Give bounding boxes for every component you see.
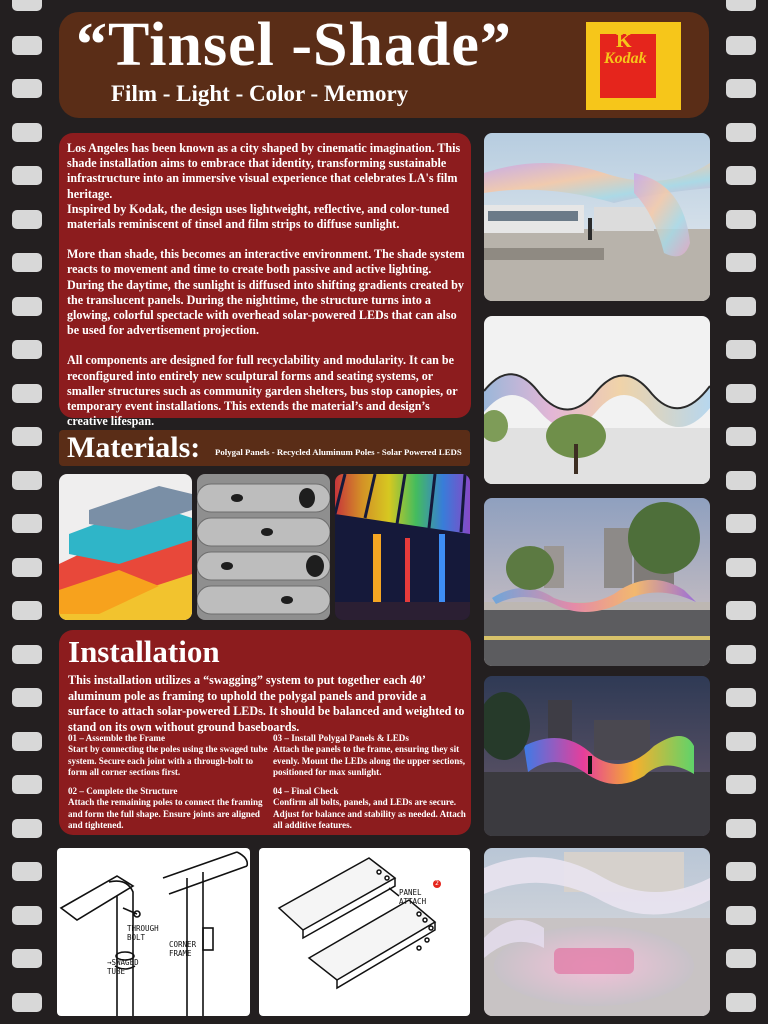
label-corner-frame: CORNER FRAME (169, 940, 197, 958)
sprocket-hole (12, 253, 42, 272)
sprocket-hole (12, 819, 42, 838)
sprocket-hole (726, 732, 756, 751)
step-heading: 02 – Complete the Structure (68, 786, 178, 796)
sketch-panel-attach (259, 848, 470, 1016)
sprocket-hole (12, 123, 42, 142)
sprocket-hole (726, 210, 756, 229)
sprocket-hole (726, 862, 756, 881)
sprocket-hole (12, 0, 42, 11)
render-street-dusk (484, 498, 710, 666)
sprocket-hole (726, 297, 756, 316)
sprocket-hole (726, 253, 756, 272)
sprocket-hole (12, 775, 42, 794)
sprocket-hole (726, 688, 756, 707)
sprocket-hole (12, 210, 42, 229)
sprocket-hole (726, 0, 756, 11)
installation-title: Installation (68, 634, 220, 669)
sprocket-hole (12, 36, 42, 55)
poster-subtitle: Film - Light - Color - Memory (111, 81, 409, 106)
step-03 (273, 733, 473, 778)
sprocket-hole (726, 558, 756, 577)
sprocket-hole (12, 906, 42, 925)
step-number-badge: 2 (433, 880, 441, 888)
sprocket-hole (12, 297, 42, 316)
sprocket-hole (726, 166, 756, 185)
sprocket-hole (726, 427, 756, 446)
step-text: Confirm all bolts, panels, and LEDs are secure. Adjust for balance and stability as needed. Attach all additive features. (273, 797, 466, 830)
sprocket-hole (12, 645, 42, 664)
sprocket-hole (726, 514, 756, 533)
render-night-glow (484, 676, 710, 836)
material-solar-leds-photo (335, 474, 470, 620)
kodak-logo-text: Kodak (604, 50, 647, 67)
sprocket-hole (726, 79, 756, 98)
sprocket-hole (12, 79, 42, 98)
step-text: Attach the panels to the frame, ensuring they sit evenly. Mount the LEDs along the upper sections, positioned for max sunlight. (273, 744, 466, 777)
intro-paragraph-4: All components are designed for full recyclability and modularity. It can be reconfigured into entirely new sculptural forms and seating systems, or smaller structures such as community garden shelters, bus stop canopies, or temporary event installations. This extends the material’s and design’s creative lifespan. (67, 353, 458, 429)
sketch-frame-joint (57, 848, 250, 1016)
sprocket-hole (726, 471, 756, 490)
label-panel-attach: PANEL ATTACH (399, 888, 427, 906)
sprocket-hole (12, 514, 42, 533)
sprocket-hole (12, 732, 42, 751)
step-text: Attach the remaining poles to connect the framing and form the full shape. Ensure joints are aligned and tightened. (68, 797, 263, 830)
sprocket-hole (726, 775, 756, 794)
sprocket-hole (12, 166, 42, 185)
sprocket-hole (12, 862, 42, 881)
sprocket-hole (12, 427, 42, 446)
sprocket-hole (12, 601, 42, 620)
step-01 (68, 733, 268, 778)
step-02 (68, 786, 268, 831)
installation-intro: This installation utilizes a “swagging” system to put together each 40’ aluminum pole as framing to uphold the polygal panels and provide a surface to attach solar-powered LEDs. It should be balanced and weighted to stand on its own without ground baseboards. (68, 673, 465, 734)
sprocket-hole (726, 949, 756, 968)
material-aluminum-poles-photo (197, 474, 330, 620)
poster-title: “Tinsel -Shade” (76, 11, 512, 79)
sprocket-hole (12, 558, 42, 577)
intro-paragraph-2: Inspired by Kodak, the design uses lightweight, reflective, and color-tuned materials reminiscent of tinsel and film strips to diffuse sunlight. (67, 201, 450, 232)
sprocket-hole (726, 993, 756, 1012)
sprocket-hole (726, 36, 756, 55)
materials-title: Materials: (67, 431, 201, 464)
sprocket-hole (726, 384, 756, 403)
sprocket-hole (12, 688, 42, 707)
sprocket-hole (726, 819, 756, 838)
label-swaged-tube: →SWAGED TUBE (107, 958, 139, 976)
sprocket-hole (12, 471, 42, 490)
kodak-logo-mark: K (616, 30, 632, 52)
render-projection-plaza (484, 848, 710, 1016)
sprocket-hole (12, 993, 42, 1012)
sprocket-hole (12, 340, 42, 359)
sprocket-hole (726, 123, 756, 142)
sprocket-hole (12, 949, 42, 968)
sprocket-hole (726, 906, 756, 925)
step-heading: 01 – Assemble the Frame (68, 733, 165, 743)
sprocket-hole (726, 340, 756, 359)
label-through-bolt: THROUGH BOLT (127, 924, 159, 942)
sprocket-hole (12, 384, 42, 403)
intro-paragraph-3: More than shade, this becomes an interactive environment. The shade system reacts to movement and time to create both passive and active lighting. During the daytime, the sunlight is diffused into shifting gradients created by the translucent panels. During the nighttime, the structure turns into a glowing, colorful spectacle with overhead solar-powered LEDs that can also be used for advertisement projection. (67, 247, 465, 338)
materials-list: Polygal Panels - Recycled Aluminum Poles - Solar Powered LEDS (215, 447, 462, 457)
step-text: Start by connecting the poles using the swaged tube system. Secure each joint with a through-bolt to form all corner sections first. (68, 744, 268, 777)
sprocket-hole (726, 645, 756, 664)
render-daytime-bus-stop (484, 133, 710, 301)
step-heading: 03 – Install Polygal Panels & LEDs (273, 733, 409, 743)
kodak-logo (586, 22, 681, 110)
render-wave-canopy-white (484, 316, 710, 484)
intro-paragraph-1: Los Angeles has been known as a city shaped by cinematic imagination. This shade installation aims to embrace that identity, transforming sustainable infrastructure into an immersive visual experience that celebrates LA's film heritage. (67, 141, 461, 201)
sprocket-hole (726, 601, 756, 620)
step-heading: 04 – Final Check (273, 786, 339, 796)
material-polygal-panels-photo (59, 474, 192, 620)
intro-text (67, 141, 467, 444)
step-04 (273, 786, 473, 831)
